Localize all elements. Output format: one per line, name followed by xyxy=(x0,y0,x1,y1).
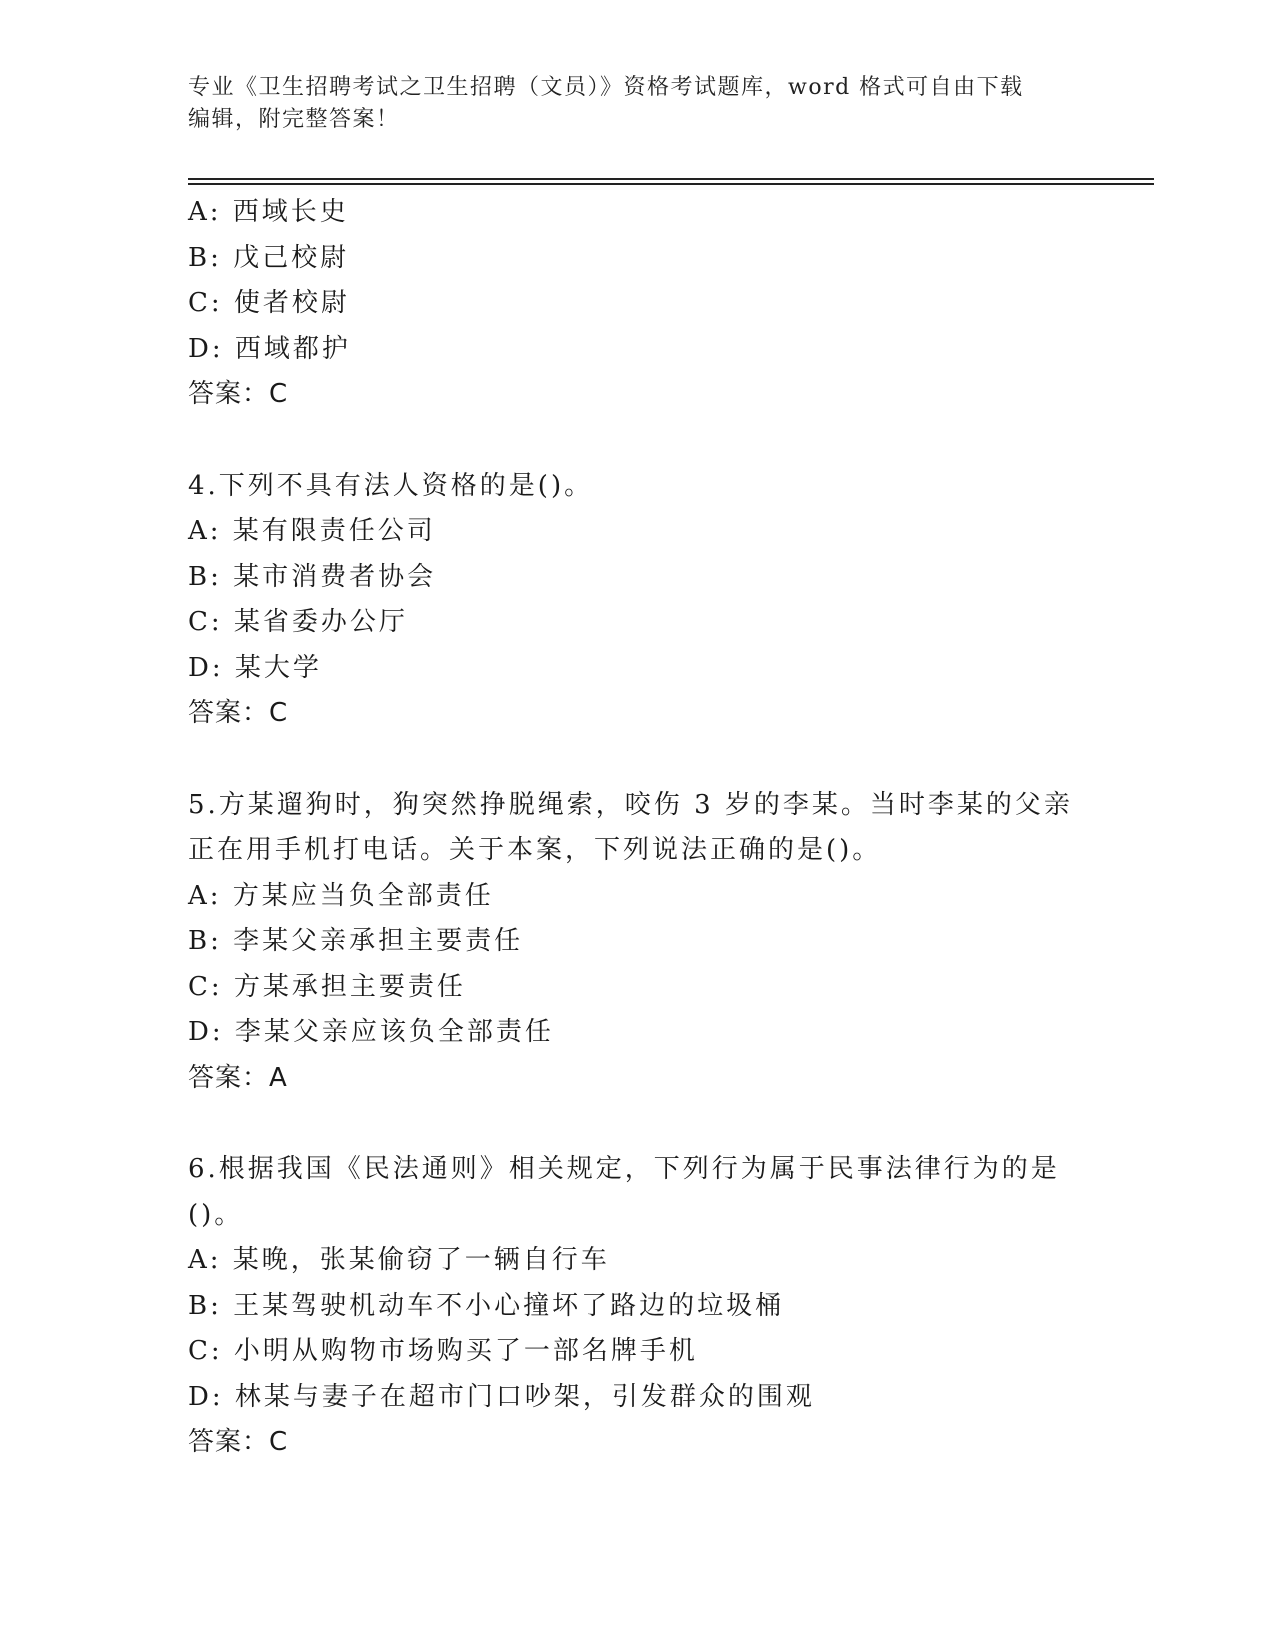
option-c: C: 某省委办公厅 xyxy=(188,607,408,637)
option-b: B: 戊己校尉 xyxy=(188,242,350,273)
question-3-continued xyxy=(188,190,1088,418)
question-stem-line-2: 正在用手机打电话。关于本案，下列说法正确的是()。 xyxy=(188,835,882,865)
question-stem-line-1: 5.方某遛狗时，狗突然挣脱绳索，咬伤 3 岁的李某。当时李某的父亲 xyxy=(188,789,1073,820)
question-5 xyxy=(188,783,1088,1102)
answer: 答案：C xyxy=(188,1427,289,1457)
option-a: A: 西域长史 xyxy=(188,197,349,227)
option-b: B: 李某父亲承担主要责任 xyxy=(188,926,524,956)
document-header xyxy=(188,72,1068,136)
option-d: D: 某大学 xyxy=(188,652,322,683)
spacer xyxy=(188,1101,1088,1147)
spacer xyxy=(188,418,1088,464)
option-a: A: 某晚，张某偷窃了一辆自行车 xyxy=(188,1245,610,1275)
option-d: D: 西域都护 xyxy=(188,333,351,364)
header-divider-bottom xyxy=(188,183,1154,185)
answer: 答案：C xyxy=(188,379,289,409)
question-6 xyxy=(188,1147,1088,1466)
option-c: C: 方某承担主要责任 xyxy=(188,971,466,1002)
spacer xyxy=(188,737,1088,783)
question-list xyxy=(188,190,1088,1466)
option-d: D: 李某父亲应该负全部责任 xyxy=(188,1017,554,1047)
question-stem: 4.下列不具有法人资格的是()。 xyxy=(188,470,594,501)
option-a: A: 某有限责任公司 xyxy=(188,516,436,546)
header-line-2: 编辑，附完整答案！ xyxy=(188,107,400,132)
option-c: C: 使者校尉 xyxy=(188,288,350,318)
question-stem-line-2: ()。 xyxy=(188,1199,244,1230)
answer: 答案：C xyxy=(188,698,289,728)
header-divider-top xyxy=(188,178,1154,180)
option-a: A: 方某应当负全部责任 xyxy=(188,880,494,911)
option-d: D: 林某与妻子在超市门口吵架，引发群众的围观 xyxy=(188,1381,815,1412)
question-stem-line-1: 6.根据我国《民法通则》相关规定，下列行为属于民事法律行为的是 xyxy=(188,1154,1060,1184)
question-4 xyxy=(188,464,1088,737)
option-c: C: 小明从购物市场购买了一部名牌手机 xyxy=(188,1336,698,1366)
header-line-1: 专业《卫生招聘考试之卫生招聘（文员）》资格考试题库，word 格式可自由下载 xyxy=(188,75,1024,100)
option-b: B: 王某驾驶机动车不小心撞坏了路边的垃圾桶 xyxy=(188,1290,785,1321)
answer: 答案：A xyxy=(188,1062,288,1093)
option-b: B: 某市消费者协会 xyxy=(188,561,437,592)
